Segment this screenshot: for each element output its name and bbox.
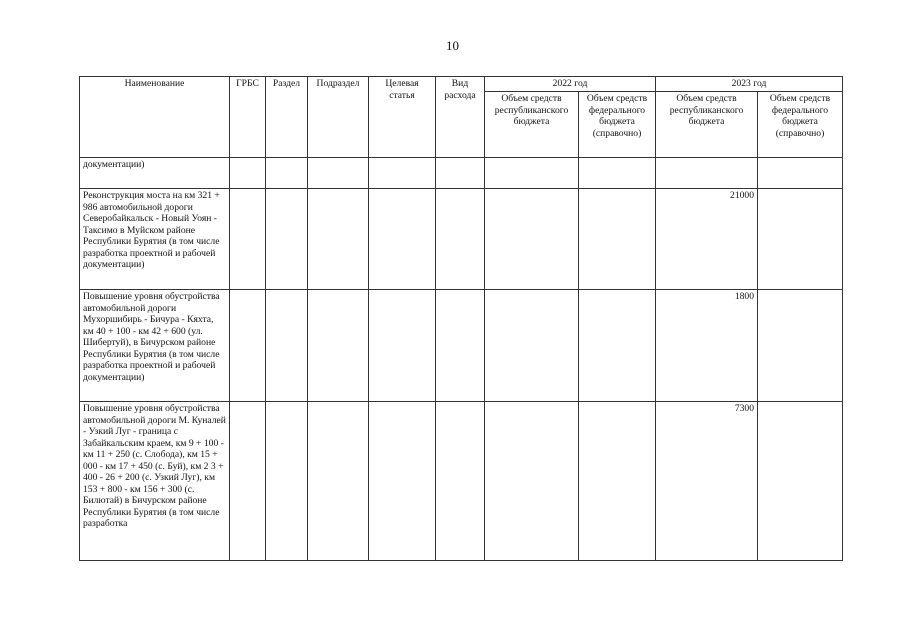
cell-2022-republican xyxy=(485,189,579,290)
subheader-2023-federal: Объем средств федерального бюджета (справочно) xyxy=(758,92,843,158)
cell-2023-federal xyxy=(758,402,843,561)
subheader-2023-republican: Объем средств республиканского бюджета xyxy=(656,92,758,158)
cell-vid xyxy=(436,290,485,402)
table-row xyxy=(80,290,843,402)
budget-table xyxy=(79,76,843,561)
cell-grbs xyxy=(230,158,266,189)
page-number: 10 xyxy=(446,38,459,53)
header-grbs: ГРБС xyxy=(230,77,266,158)
table-row xyxy=(80,189,843,290)
row-name: Реконструкция моста на км 321 + 986 автомобильной дороги Северобайкальск - Новый Уоян - Таксимо в Муйском районе Республики Бурятия (в том числе разработка проектной и рабочей документации) xyxy=(80,189,230,290)
cell-2023-republican xyxy=(656,158,758,189)
cell-2023-federal xyxy=(758,290,843,402)
header-row xyxy=(80,77,843,92)
cell-2022-federal xyxy=(579,158,656,189)
header-year-2023: 2023 год xyxy=(656,77,843,92)
header-razdel: Раздел xyxy=(266,77,308,158)
cell-celevaya xyxy=(369,290,436,402)
cell-grbs xyxy=(230,189,266,290)
header-name: Наименование xyxy=(80,77,230,158)
cell-razdel xyxy=(266,402,308,561)
cell-celevaya xyxy=(369,189,436,290)
row-name: Повышение уровня обустройства автомобильной дороги М. Куналей - Узкий Луг - граница с Забайкальским краем, км 9 + 100 - км 11 + 250 (с. Слобода), км 15 + 000 - км 17 + 450 (с. Буй), км 2 3 + 400 - 26 + 200 (с. Узкий Луг), км 153 + 800 - км 156 + 300 (с. Билютай) в Бичурском районе Республики Бурятия (в том числе разработка xyxy=(80,402,230,561)
cell-2022-federal xyxy=(579,189,656,290)
cell-2022-federal xyxy=(579,290,656,402)
cell-2023-federal xyxy=(758,158,843,189)
row-name: Повышение уровня обустройства автомобильной дороги Мухоршибирь - Бичура - Кяхта, км 40 + 100 - км 42 + 600 (ул. Шибертуй), в Бичурском районе Республики Бурятия (в том числе разработка проектной и рабочей документации) xyxy=(80,290,230,402)
cell-grbs xyxy=(230,402,266,561)
cell-vid xyxy=(436,402,485,561)
cell-celevaya xyxy=(369,402,436,561)
header-celevaya-statya: Целевая статья xyxy=(369,77,436,158)
cell-vid xyxy=(436,189,485,290)
subheader-2022-republican: Объем средств республиканского бюджета xyxy=(485,92,579,158)
cell-2022-federal xyxy=(579,402,656,561)
table-row xyxy=(80,158,843,189)
header-podrazdel: Подраздел xyxy=(308,77,369,158)
subheader-2022-federal: Объем средств федерального бюджета (справочно) xyxy=(579,92,656,158)
cell-podrazdel xyxy=(308,158,369,189)
header-year-2022: 2022 год xyxy=(485,77,656,92)
cell-2022-republican xyxy=(485,402,579,561)
cell-2023-federal xyxy=(758,189,843,290)
cell-2022-republican xyxy=(485,158,579,189)
table-row xyxy=(80,402,843,561)
cell-2023-republican: 1800 xyxy=(656,290,758,402)
cell-grbs xyxy=(230,290,266,402)
row-name: документации) xyxy=(80,158,230,189)
cell-podrazdel xyxy=(308,189,369,290)
cell-podrazdel xyxy=(308,290,369,402)
cell-vid xyxy=(436,158,485,189)
cell-razdel xyxy=(266,158,308,189)
cell-2022-republican xyxy=(485,290,579,402)
cell-razdel xyxy=(266,189,308,290)
cell-podrazdel xyxy=(308,402,369,561)
cell-celevaya xyxy=(369,158,436,189)
header-vid-rashoda: Вид расхода xyxy=(436,77,485,158)
cell-razdel xyxy=(266,290,308,402)
cell-2023-republican: 21000 xyxy=(656,189,758,290)
cell-2023-republican: 7300 xyxy=(656,402,758,561)
